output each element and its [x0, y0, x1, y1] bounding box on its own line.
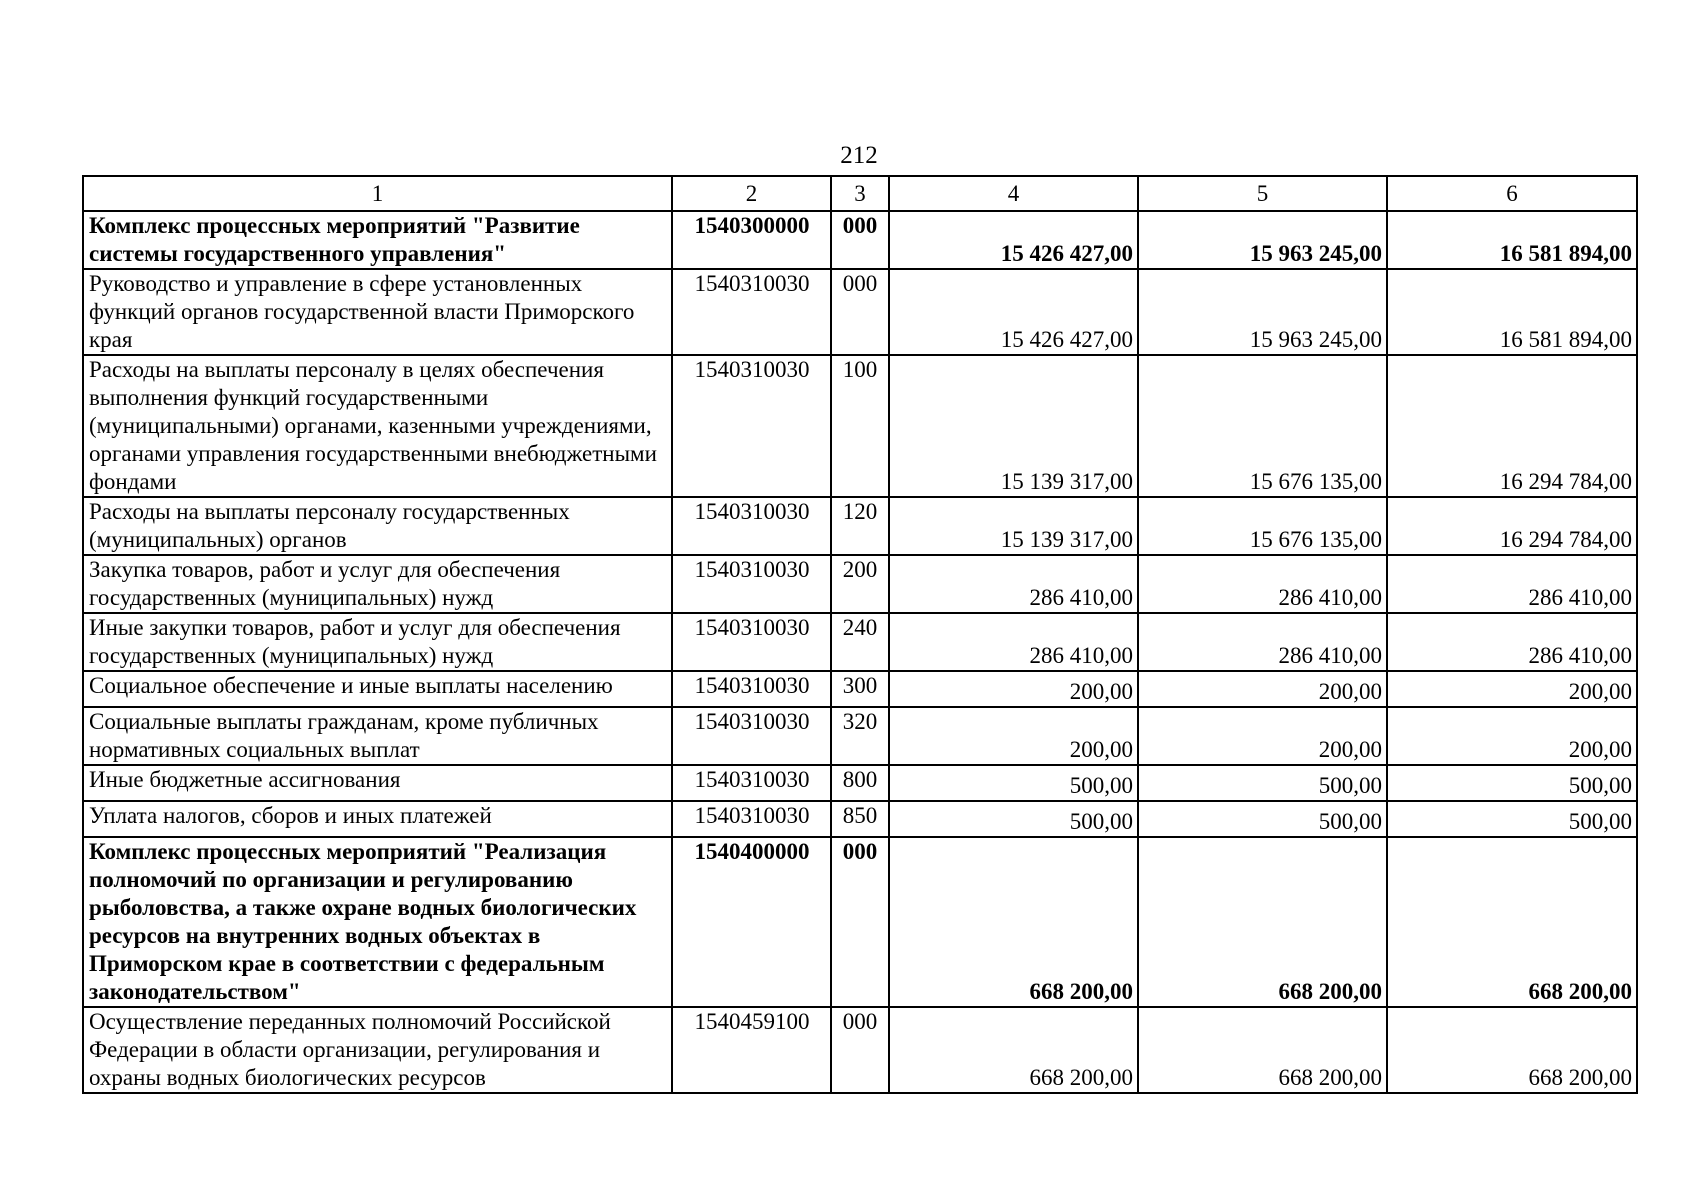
- row-kind: 000: [831, 211, 889, 269]
- row-amount-4: 15 426 427,00: [889, 211, 1138, 269]
- row-amount-6: 500,00: [1387, 765, 1637, 801]
- row-kind: 320: [831, 707, 889, 765]
- row-name: Закупка товаров, работ и услуг для обеспечения государственных (муниципальных) нужд: [83, 555, 672, 613]
- column-header-5: 5: [1138, 176, 1387, 211]
- table-row: [83, 765, 1637, 801]
- table-row: [83, 613, 1637, 671]
- row-amount-5: 15 963 245,00: [1138, 269, 1387, 355]
- row-name: Иные закупки товаров, работ и услуг для обеспечения государственных (муниципальных) нужд: [83, 613, 672, 671]
- row-kind: 000: [831, 1007, 889, 1093]
- budget-table: [82, 175, 1638, 1094]
- column-header-6: 6: [1387, 176, 1637, 211]
- column-header-1: 1: [83, 176, 672, 211]
- row-code: 1540310030: [672, 801, 831, 837]
- table-row: [83, 671, 1637, 707]
- row-code: 1540459100: [672, 1007, 831, 1093]
- row-amount-4: 286 410,00: [889, 555, 1138, 613]
- row-code: 1540300000: [672, 211, 831, 269]
- row-amount-6: 668 200,00: [1387, 1007, 1637, 1093]
- row-code: 1540310030: [672, 269, 831, 355]
- row-code: 1540310030: [672, 613, 831, 671]
- row-kind: 100: [831, 355, 889, 497]
- row-kind: 000: [831, 837, 889, 1007]
- table-row: [83, 497, 1637, 555]
- table-row: [83, 707, 1637, 765]
- row-amount-5: 500,00: [1138, 801, 1387, 837]
- column-header-4: 4: [889, 176, 1138, 211]
- table-row: [83, 1007, 1637, 1093]
- row-name: Расходы на выплаты персоналу государственных (муниципальных) органов: [83, 497, 672, 555]
- row-amount-5: 200,00: [1138, 671, 1387, 707]
- row-amount-5: 200,00: [1138, 707, 1387, 765]
- row-amount-6: 16 294 784,00: [1387, 355, 1637, 497]
- table-row: [83, 211, 1637, 269]
- row-amount-6: 286 410,00: [1387, 613, 1637, 671]
- row-amount-6: 16 294 784,00: [1387, 497, 1637, 555]
- row-amount-5: 286 410,00: [1138, 613, 1387, 671]
- row-kind: 300: [831, 671, 889, 707]
- column-header-3: 3: [831, 176, 889, 211]
- row-kind: 240: [831, 613, 889, 671]
- row-amount-6: 500,00: [1387, 801, 1637, 837]
- row-code: 1540310030: [672, 355, 831, 497]
- row-kind: 200: [831, 555, 889, 613]
- row-amount-4: 15 426 427,00: [889, 269, 1138, 355]
- column-header-2: 2: [672, 176, 831, 211]
- table-header-row: [83, 176, 1637, 211]
- row-amount-6: 200,00: [1387, 707, 1637, 765]
- table-row: [83, 355, 1637, 497]
- row-amount-5: 668 200,00: [1138, 837, 1387, 1007]
- row-kind: 800: [831, 765, 889, 801]
- row-name: Расходы на выплаты персоналу в целях обеспечения выполнения функций государственными (муниципальными) органами, казенными учреждениями, органами управления государственными внебюджетными фондами: [83, 355, 672, 497]
- row-amount-4: 500,00: [889, 765, 1138, 801]
- row-name: Комплекс процессных мероприятий "Реализация полномочий по организации и регулированию рыболовства, а также охране водных биологических ресурсов на внутренних водных объектах в Приморском крае в соответствии с федеральным законодательством": [83, 837, 672, 1007]
- row-kind: 000: [831, 269, 889, 355]
- row-code: 1540310030: [672, 671, 831, 707]
- row-code: 1540310030: [672, 497, 831, 555]
- row-name: Социальное обеспечение и иные выплаты населению: [83, 671, 672, 707]
- row-code: 1540400000: [672, 837, 831, 1007]
- row-amount-4: 15 139 317,00: [889, 497, 1138, 555]
- row-amount-5: 15 676 135,00: [1138, 355, 1387, 497]
- row-amount-6: 668 200,00: [1387, 837, 1637, 1007]
- row-amount-4: 15 139 317,00: [889, 355, 1138, 497]
- row-code: 1540310030: [672, 555, 831, 613]
- table-row: [83, 837, 1637, 1007]
- row-name: Осуществление переданных полномочий Российской Федерации в области организации, регулирования и охраны водных биологических ресурсов: [83, 1007, 672, 1093]
- page-number: 212: [840, 142, 878, 169]
- row-name: Иные бюджетные ассигнования: [83, 765, 672, 801]
- row-amount-5: 15 676 135,00: [1138, 497, 1387, 555]
- row-name: Комплекс процессных мероприятий "Развитие системы государственного управления": [83, 211, 672, 269]
- row-amount-6: 16 581 894,00: [1387, 269, 1637, 355]
- row-amount-6: 286 410,00: [1387, 555, 1637, 613]
- row-amount-4: 668 200,00: [889, 837, 1138, 1007]
- table-row: [83, 555, 1637, 613]
- row-code: 1540310030: [672, 707, 831, 765]
- row-amount-4: 200,00: [889, 671, 1138, 707]
- row-amount-5: 500,00: [1138, 765, 1387, 801]
- table-row: [83, 269, 1637, 355]
- row-amount-4: 668 200,00: [889, 1007, 1138, 1093]
- row-amount-5: 286 410,00: [1138, 555, 1387, 613]
- row-code: 1540310030: [672, 765, 831, 801]
- row-amount-6: 16 581 894,00: [1387, 211, 1637, 269]
- row-amount-5: 668 200,00: [1138, 1007, 1387, 1093]
- row-name: Уплата налогов, сборов и иных платежей: [83, 801, 672, 837]
- row-name: Руководство и управление в сфере установленных функций органов государственной власти Приморского края: [83, 269, 672, 355]
- row-amount-6: 200,00: [1387, 671, 1637, 707]
- row-kind: 850: [831, 801, 889, 837]
- row-amount-4: 200,00: [889, 707, 1138, 765]
- row-amount-4: 286 410,00: [889, 613, 1138, 671]
- row-amount-4: 500,00: [889, 801, 1138, 837]
- row-name: Социальные выплаты гражданам, кроме публичных нормативных социальных выплат: [83, 707, 672, 765]
- row-kind: 120: [831, 497, 889, 555]
- table-row: [83, 801, 1637, 837]
- row-amount-5: 15 963 245,00: [1138, 211, 1387, 269]
